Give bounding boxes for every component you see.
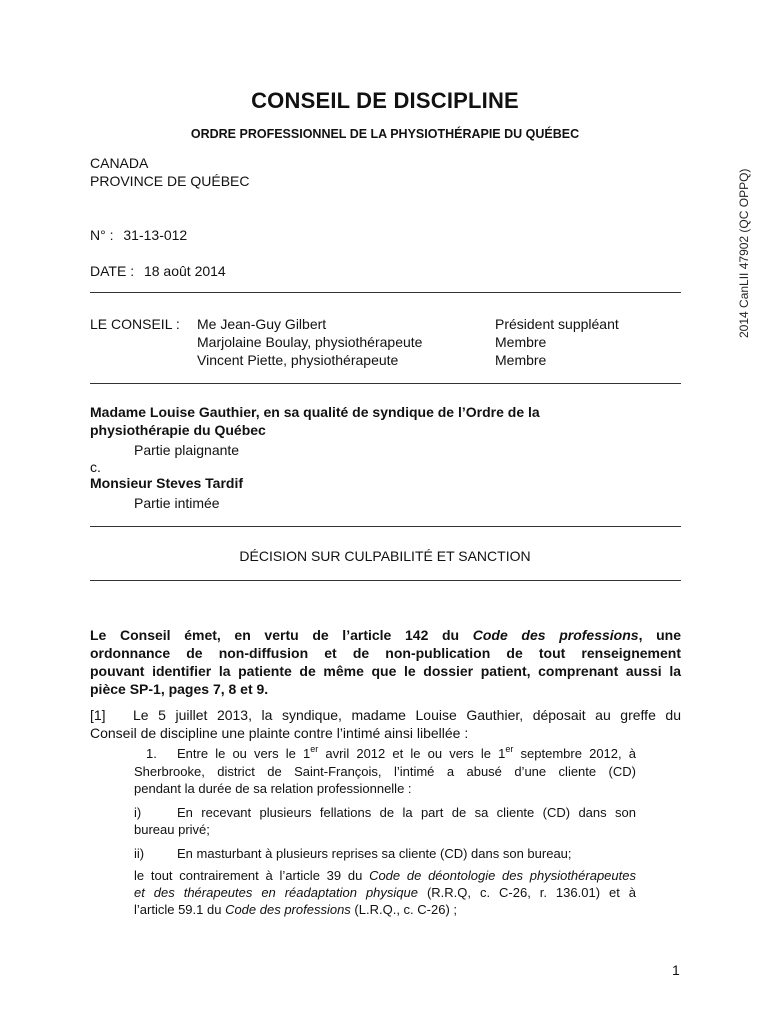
date-row <box>90 262 226 280</box>
count-text: pendant la durée de sa relation professionnelle : <box>134 781 412 796</box>
item-text: En masturbant à plusieurs reprises sa cliente (CD) dans son bureau; <box>177 846 572 861</box>
legal-reference: le tout contrairement à l’article 39 du Code de déontologie des physiothérapeutes <box>134 868 636 883</box>
plaintiff-name-cont: physiothérapie du Québec <box>90 422 266 438</box>
divider <box>90 383 681 384</box>
item-number: i) <box>134 805 142 820</box>
page-number: 1 <box>672 962 680 978</box>
divider <box>90 580 681 581</box>
divider <box>90 526 681 527</box>
paragraph-number: [1] <box>90 707 106 723</box>
divider <box>90 292 681 293</box>
paragraph-text: Conseil de discipline une plainte contre l’intimé ainsi libellée : <box>90 725 469 741</box>
council-member-name: Marjolaine Boulay, physiothérapeute <box>197 334 423 350</box>
legal-reference: et des thérapeutes en réadaptation physique (R.R.Q, c. C-26, r. 136.01) et à <box>134 885 636 900</box>
order-line: pouvant identifier la patiente de même que le dossier patient, comprenant aussi la <box>90 663 681 679</box>
file-number-row <box>90 226 187 244</box>
side-citation: 2014 CanLII 47902 (QC OPPQ) <box>737 168 751 338</box>
date-label: DATE : <box>90 263 135 279</box>
paragraph-text: Le 5 juillet 2013, la syndique, madame Louise Gauthier, déposait au greffe du <box>133 707 681 723</box>
item-text: bureau privé; <box>134 822 210 837</box>
file-number-label: N° : <box>90 227 114 243</box>
count-text: Entre le ou vers le 1er avril 2012 et le ou vers le 1er septembre 2012, à <box>177 743 636 761</box>
count-number: 1. <box>146 746 157 761</box>
council-member-role: Président suppléant <box>495 316 619 332</box>
council-member-role: Membre <box>495 352 547 368</box>
date-value: 18 août 2014 <box>143 263 226 279</box>
council-member-name: Vincent Piette, physiothérapeute <box>197 352 399 368</box>
respondent-role: Partie intimée <box>134 495 220 511</box>
order-line: pièce SP-1, pages 7, 8 et 9. <box>90 681 269 697</box>
order-line: ordonnance de non-diffusion et de non-publication de tout renseignement <box>90 645 681 661</box>
count-text: Sherbrooke, district de Saint-François, l’intimé a abusé d’une cliente (CD) <box>134 764 636 779</box>
country: CANADA <box>90 155 149 171</box>
province: PROVINCE DE QUÉBEC <box>90 173 250 189</box>
respondent-name: Monsieur Steves Tardif <box>90 475 244 491</box>
council-label: LE CONSEIL : <box>90 316 180 332</box>
document-title: CONSEIL DE DISCIPLINE <box>251 88 519 113</box>
order-line: Le Conseil émet, en vertu de l’article 142 du Code des professions, une <box>90 627 681 643</box>
item-text: En recevant plusieurs fellations de la part de sa cliente (CD) dans son <box>177 805 636 820</box>
plaintiff-name: Madame Louise Gauthier, en sa qualité de syndique de l’Ordre de la <box>90 404 540 420</box>
plaintiff-role: Partie plaignante <box>134 442 240 458</box>
versus: c. <box>90 459 101 475</box>
item-number: ii) <box>134 846 145 861</box>
file-number: 31-13-012 <box>123 227 188 243</box>
council-member-role: Membre <box>495 334 547 350</box>
decision-title: DÉCISION SUR CULPABILITÉ ET SANCTION <box>239 548 531 564</box>
legal-reference: l’article 59.1 du Code des professions (L.R.Q., c. C-26) ; <box>134 902 457 917</box>
document-subtitle: ORDRE PROFESSIONNEL DE LA PHYSIOTHÉRAPIE DU QUÉBEC <box>190 127 580 141</box>
council-member-name: Me Jean-Guy Gilbert <box>197 316 327 332</box>
